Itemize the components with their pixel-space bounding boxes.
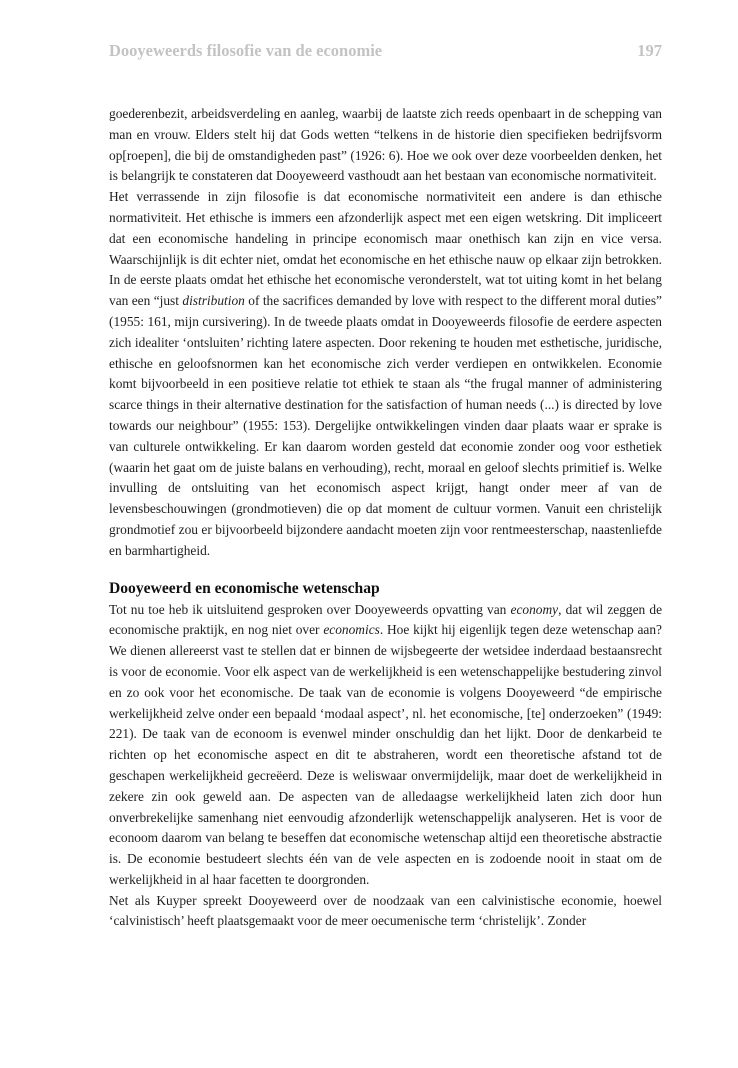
- paragraph-2-text-a: Het verrassende in zijn filosofie is dat economische normativiteit een andere is dan ethische normativiteit. Het ethische is immers een afzonderlijk aspect met een eigen wetskring. Dit impliceert dat een economische handeling in principe economisch maar onethisch kan zijn en vice versa. Waarschijnlijk is dit echter niet, omdat het economische en het ethische nauw op elkaar zijn betrokken. In de eerste plaats omdat het ethische het economische veronderstelt, wat tot uiting komt in het belang van een “just: [109, 189, 662, 309]
- body-text: [109, 104, 662, 932]
- paragraph-1-text: goederenbezit, arbeidsverdeling en aanleg, waarbij de laatste zich reeds openbaart in de schepping van man en vrouw. Elders stelt hij dat Gods wetten “telkens in de historie dien specifieken bedrijfsvorm op[roepen], die bij de omstandigheden past” (1926: 6). Hoe we ook over deze voorbeelden denken, het is belangrijk te constateren dat Dooyeweerd vasthoudt aan het bestaan van economische normativiteit.: [109, 106, 662, 184]
- paragraph-3-text-a: Tot nu toe heb ik uitsluitend gesproken over Dooyeweerds opvatting van: [109, 601, 511, 617]
- paragraph-2-emphasis: distribution: [182, 293, 245, 309]
- paragraph-3-emphasis-1: economy: [510, 601, 559, 617]
- paragraph-3-emphasis-2: economics: [323, 622, 380, 638]
- paragraph-3-text-c: . Hoe kijkt hij eigenlijk tegen deze wetenschap aan? We dienen allereerst vast te stellen dat er binnen de wijsbegeerte der wetsidee inderdaad bestaansrecht is voor de economie. Voor elk aspect van de werkelijkheid is een wetenschappelijke bestudering zinvol en zo ook voor het economische. De taak van de economie is volgens Dooyeweerd “de empirische werkelijkheid zelve onder een bepaald ‘modaal aspect’, nl. het economische, [te] onderzoeken” (1949: 221). De taak van de econoom is evenwel minder onschuldig dan het lijkt. Door de denkarbeid te richten op het economische aspect en dit te abstraheren, wordt een theoretische afstand tot de geschapen werkelijkheid gecreëerd. Deze is weliswaar onvermijdelijk, maar doet de werkelijkheid in zekere zin ook geweld aan. De aspecten van de alledaagse werkelijkheid laten zich door hun onverbrekelijke samenhang niet eenvoudig afzonderlijk wetenschappelijk analyseren. Het is voor de econoom daarom van belang te beseffen dat economische wetenschap altijd een theoretische abstractie is. De economie bestudeert slechts één van de vele aspecten en is zodoende nooit in staat om de werkelijkheid in al haar facetten te doorgronden.: [109, 622, 662, 887]
- running-header: [109, 41, 662, 61]
- running-title: Dooyeweerds filosofie van de economie: [109, 41, 383, 60]
- paragraph-4: [109, 891, 662, 933]
- paragraph-2: [109, 187, 662, 561]
- section-heading: Dooyeweerd en economische wetenschap: [109, 579, 380, 597]
- paragraph-1: [109, 104, 662, 187]
- paragraph-3-text-b: , dat wil zeggen de economische praktijk, en nog niet over: [109, 601, 663, 638]
- page-number: 197: [637, 41, 662, 60]
- paragraph-3: [109, 600, 662, 891]
- paragraph-4-text: Net als Kuyper spreekt Dooyeweerd over de noodzaak van een calvinistische economie, hoewel ‘calvinistisch’ heeft plaatsgemaakt voor de meer oecumenische term ‘christelijk’. Zonder: [109, 892, 662, 929]
- paragraph-2-text-b: of the sacrifices demanded by love with respect to the different moral duties” (1955: 161, mijn cursivering). In de tweede plaats omdat in Dooyeweerds filosofie de eerdere aspecten zich idealiter ‘ontsluiten’ richting latere aspecten. Door rekening te houden met esthetische, juridische, ethische en geloofsnormen kan het economische zich verder verdiepen en ontwikkelen. Economie komt bijvoorbeeld in een positieve relatie tot ethiek te staan als “the frugal manner of administering scarce things in their alternative destination for the satisfaction of human needs (...) is directed by love towards our neighbour” (1955: 153). Dergelijke ontwikkelingen vinden daar plaats waar er sprake is van culturele ontwikkeling. Er kan daarom worden gesteld dat economie zonder oog voor esthetiek (waarin het gaat om de juiste balans en verhouding), recht, moraal en geloof slechts primitief is. Welke invulling de ontsluiting van het economisch aspect krijgt, hangt onder meer af van de levensbeschouwingen (grondmotieven) die op dat moment de cultuur vormen. Vanuit een christelijk grondmotief zou er bijvoorbeeld bijzondere aandacht moeten zijn voor rentmeesterschap, naastenliefde en barmhartigheid.: [109, 293, 662, 558]
